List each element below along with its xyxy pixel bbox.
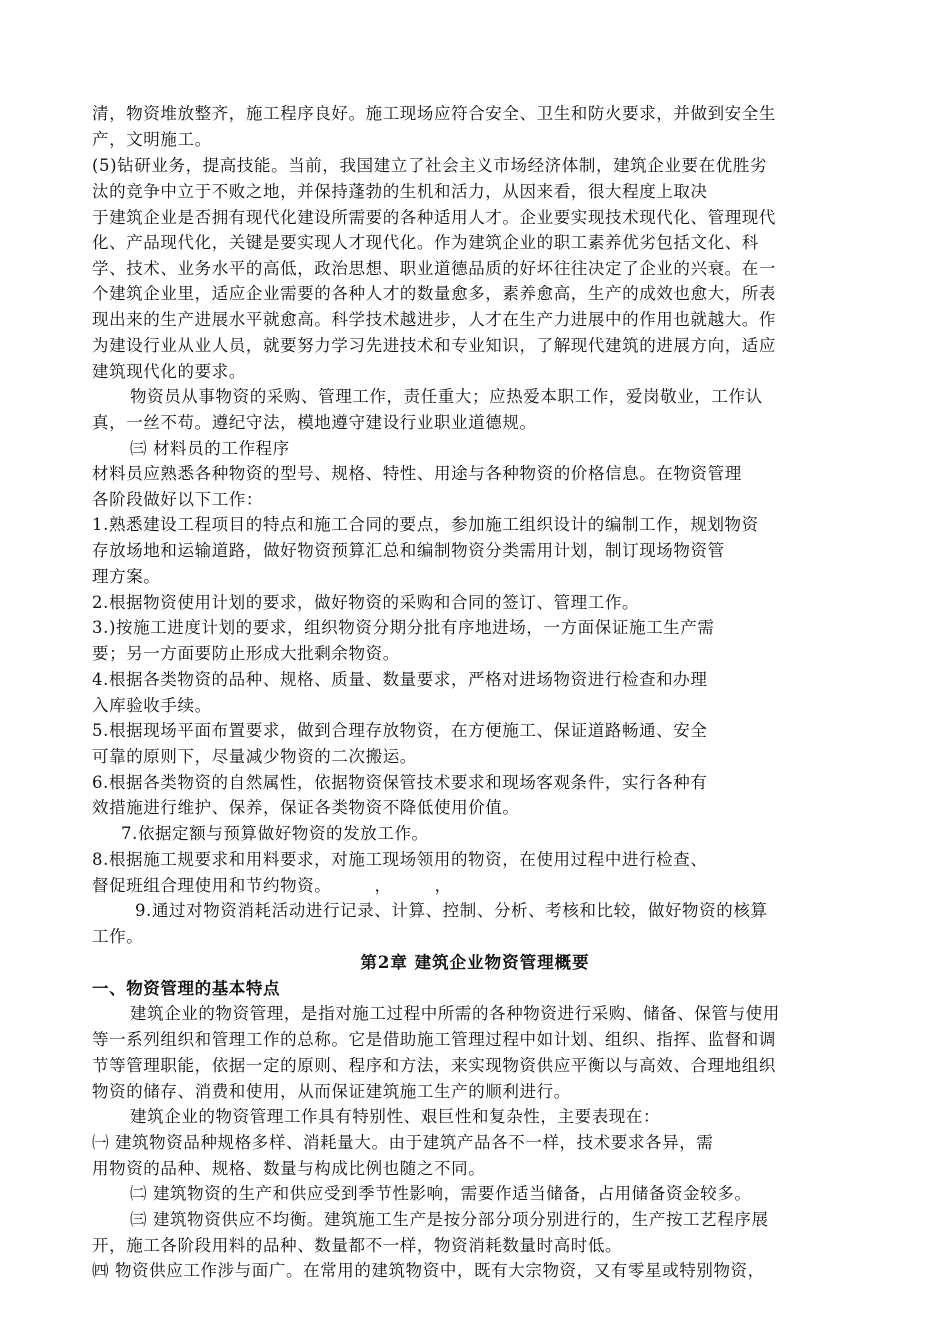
text-line: 建筑现代化的要求。 (92, 362, 246, 381)
text-line: 入库验收手续。 (92, 696, 212, 715)
text-line: 开，施工各阶段用料的品种、数量都不一样，物资消耗数量时高时低。 (92, 1236, 623, 1255)
list-item: ㈠ 建筑物资品种规格多样、消耗量大。由于建筑产品各不一样，技术要求各异，需 (92, 1133, 714, 1152)
list-item: ㈣ 物资供应工作涉与面广。在常用的建筑物资中，既有大宗物资，又有零星或特别物资， (92, 1261, 765, 1280)
text-line: 可靠的原则下，尽量减少物资的二次搬运。 (92, 747, 417, 766)
text-line: 材料员应熟悉各种物资的型号、规格、特性、用途与各种物资的价格信息。在物资管理 (92, 464, 742, 483)
list-item: 1.熟悉建设工程项目的特点和施工合同的要点，参加施工组织设计的编制工作，规划物资 (92, 515, 759, 534)
text-line: 汰的竞争中立于不败之地，并保持蓬勃的生机和活力，从因来看，很大程度上取决 (92, 182, 708, 201)
list-item: 5.根据现场平面布置要求，做到合理存放物资，在方便施工、保证道路畅通、安全 (92, 721, 708, 740)
text-line: 节等管理职能，依据一定的原则、程序和方法，来实现物资供应平衡以与高效、合理地组织 (92, 1056, 776, 1075)
text-line: 于建筑企业是否拥有现代化建设所需要的各种适用人才。企业要实现技术现代化、管理现代 (92, 208, 776, 227)
text-line: 物资员从事物资的采购、管理工作，责任重大；应热爱本职工作，爱岗敬业，工作认 (130, 387, 763, 406)
list-item: 6.根据各类物资的自然属性，依据物资保管技术要求和现场客观条件，实行各种有 (92, 773, 708, 792)
text-line: 存放场地和运输道路，做好物资预算汇总和编制物资分类需用计划，制订现场物资管 (92, 541, 725, 560)
text-line: 建筑企业的物资管理，是指对施工过程中所需的各种物资进行采购、储备、保管与使用 (130, 1004, 780, 1023)
text-line: 工作。 (92, 927, 144, 946)
text-line: 理方案。 (92, 567, 161, 586)
text-line: 现出来的生产进展水平就愈高。科学技术越进步，人才在生产力进展中的作用也就越大。作 (92, 310, 776, 329)
text-line: 学、技术、业务水平的高低，政治思想、职业道德品质的好坏往往决定了企业的兴衰。在一 (92, 259, 776, 278)
text-line: 真，一丝不苟。遵纪守法，模地遵守建设行业职业道德规。 (92, 413, 537, 432)
text-line: 产，文明施工。 (92, 130, 212, 149)
text-line: 个建筑企业里，适应企业需要的各种人才的数量愈多，素养愈高，生产的成效也愈大，所表 (92, 284, 776, 303)
list-item: 8.根据施工规要求和用料要求，对施工现场领用的物资，在使用过程中进行检查、 (92, 850, 708, 869)
text-line: 各阶段做好以下工作： (92, 490, 263, 509)
text-line: 清，物资堆放整齐，施工程序良好。施工现场应符合安全、卫生和防火要求，并做到安全生 (92, 104, 776, 123)
list-item: 7.依据定额与预算做好物资的发放工作。 (121, 824, 429, 843)
list-item: 3.)按施工进度计划的要求，组织物资分期分批有序地进场，一方面保证施工生产需 (92, 618, 715, 637)
text-line: 督促班组合理使用和节约物资。 ， ， (92, 876, 452, 895)
list-item: ㈢ 建筑物资供应不均衡。建筑施工生产是按分部分项分别进行的，生产按工艺程序展 (130, 1210, 769, 1229)
text-line: 物资的储存、消费和使用，从而保证建筑施工生产的顺利进行。 (92, 1082, 571, 1101)
list-item: 2.根据物资使用计划的要求，做好物资的采购和合同的签订、管理工作。 (92, 593, 640, 612)
list-item: ㈡ 建筑物资的生产和供应受到季节性影响，需要作适当储备，占用储备资金较多。 (130, 1184, 752, 1203)
list-item: 4.根据各类物资的品种、规格、质量、数量要求，严格对进场物资进行检查和办理 (92, 670, 708, 689)
text-line: (5)钻研业务，提高技能。当前，我国建立了社会主义市场经济体制，建筑企业要在优胜劣 (92, 156, 767, 175)
text-line: 等一系列组织和管理工作的总称。它是借助施工管理过程中如计划、组织、指挥、监督和调 (92, 1030, 776, 1049)
list-item: 9.通过对物资消耗活动进行记录、计算、控制、分析、考核和比较，做好物资的核算 (135, 901, 768, 920)
section-subheading: ㈢ 材料员的工作程序 (130, 439, 290, 458)
text-line: 用物资的品种、规格、数量与构成比例也随之不同。 (92, 1159, 486, 1178)
text-line: 要；另一方面要防止形成大批剩余物资。 (92, 644, 400, 663)
text-line: 化、产品现代化，关键是要实现人才现代化。作为建筑企业的职工素养优劣包括文化、科 (92, 233, 759, 252)
text-line: 为建设行业从业人员，就要努力学习先进技术和专业知识，了解现代建筑的进展方向，适应 (92, 336, 776, 355)
chapter-title: 第2章 建筑企业物资管理概要 (360, 953, 590, 972)
text-line: 建筑企业的物资管理工作具有特别性、艰巨性和复杂性，主要表现在： (130, 1107, 661, 1126)
section-heading: 一、物资管理的基本特点 (92, 979, 281, 998)
text-line: 效措施进行维护、保养，保证各类物资不降低使用价值。 (92, 798, 520, 817)
